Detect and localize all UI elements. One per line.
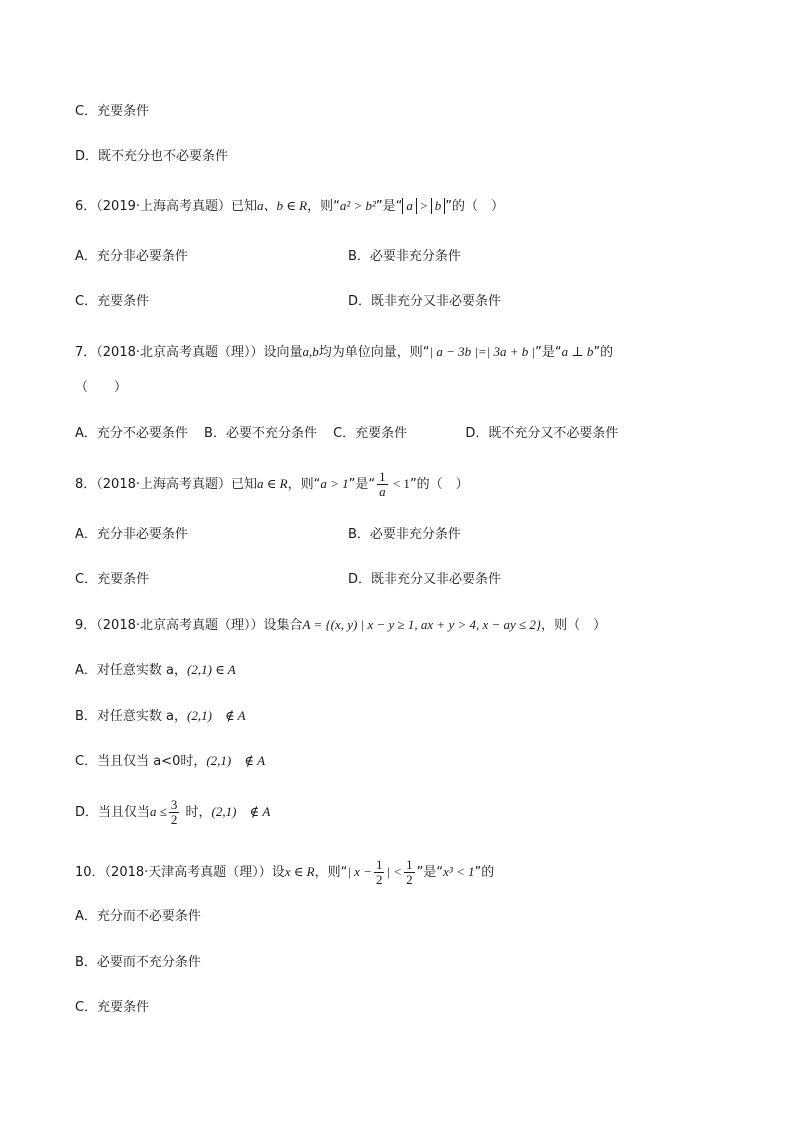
q8-option-d: D．既非充分又非必要条件	[348, 572, 502, 587]
q10-mid: ，则“	[314, 865, 348, 880]
q7-end: ”的	[593, 345, 614, 360]
q9-set: A = {(x, y) | x − y ≥ 1, ax + y > 4, x − ay ≤ 2}	[302, 617, 542, 632]
q10-condition: x ∈ R	[284, 864, 315, 879]
q9-d-fraction	[169, 798, 180, 827]
q6-option-d: D．既非充分又非必要条件	[348, 294, 502, 309]
option-d-prev: D．既不充分也不必要条件	[75, 149, 229, 164]
q6-option-c: C．充要条件	[75, 294, 150, 309]
q8-fraction	[377, 470, 388, 499]
q6-option-b: B．必要非充分条件	[348, 249, 461, 264]
q9-d-a: a ≤	[150, 804, 167, 819]
q6-end: ”的（ ）	[445, 199, 504, 214]
q7-perp: a ⊥ b	[561, 344, 594, 359]
q7-option-a: A．充分不必要条件	[75, 426, 188, 441]
q10-mid2: ”是“	[416, 865, 444, 880]
q8-prefix: 8．（2018·上海高考真题）已知	[75, 477, 257, 492]
q9-d-math: (2,1) ∉ A	[211, 804, 271, 819]
q10-abs-pre: | x −	[347, 864, 372, 879]
q6-gt: >	[416, 198, 431, 213]
q8-condition: a ∈ R	[257, 476, 288, 491]
question-7	[75, 343, 613, 362]
q8-mid2: ”是“	[348, 477, 376, 492]
question-6	[75, 197, 504, 216]
q10-option-a: A．充分而不必要条件	[75, 909, 201, 924]
q6-mid: ，则“	[307, 199, 340, 214]
q6-option-a: A．充分非必要条件	[75, 249, 188, 264]
q10-prefix: 10．（2018·天津高考真题（理））设	[75, 865, 285, 880]
q10-option-b: B．必要而不充分条件	[75, 955, 201, 970]
q9-a-math: (2,1) ∈ A	[187, 662, 236, 677]
q10-fraction2	[404, 858, 415, 887]
q8-numerator: 1	[379, 469, 386, 484]
q8-denominator: a	[379, 484, 386, 499]
q10-numerator2: 1	[406, 857, 413, 872]
q8-lt: < 1	[389, 476, 410, 491]
q7-mid2: ”是“	[535, 345, 562, 360]
q8-end: ”的（ ）	[409, 477, 469, 492]
q10-option-c: C．充要条件	[75, 1000, 150, 1015]
q9-b-text: B．对任意实数 a，	[75, 709, 188, 724]
q7-option-d: D．既不充分又不必要条件	[465, 426, 619, 441]
q8-mid: ，则“	[287, 477, 321, 492]
question-10	[75, 858, 494, 887]
q9-c-text: C．当且仅当 a<0时，	[75, 754, 207, 769]
q10-denominator1: 2	[375, 872, 383, 887]
q7-expression: | a − 3b |=| 3a + b |	[429, 344, 536, 359]
q10-fraction1	[374, 858, 385, 887]
q6-abs-a: a	[402, 198, 417, 214]
q9-option-a	[75, 661, 236, 680]
q10-numerator1: 1	[375, 857, 383, 872]
q7-option-b: B．必要不充分条件	[204, 426, 317, 441]
q6-abs-b: b	[431, 198, 446, 214]
q9-option-b	[75, 707, 246, 726]
q9-end: ，则（ ）	[541, 618, 607, 633]
q7-mid: 均为单位向量，则“	[318, 345, 430, 360]
q10-abs-post: | <	[386, 864, 403, 879]
q7-paren: （ ）	[75, 380, 128, 395]
q6-expression1: a² > b²	[339, 198, 376, 213]
q8-option-a: A．充分非必要条件	[75, 527, 188, 542]
q6-condition: a、b ∈ R	[257, 198, 308, 213]
q6-mid2: ”是“	[375, 199, 403, 214]
q9-b-math: (2,1) ∉ A	[187, 708, 246, 723]
q7-options	[75, 425, 618, 443]
q9-option-d	[75, 798, 270, 827]
q7-option-c: C．充要条件	[333, 426, 408, 441]
q9-option-c	[75, 752, 265, 771]
q8-option-b: B．必要非充分条件	[348, 527, 461, 542]
q8-option-c: C．充要条件	[75, 572, 150, 587]
q9-prefix: 9．（2018·北京高考真题（理））设集合	[75, 618, 303, 633]
q9-d-text: D．当且仅当	[75, 805, 151, 820]
q10-denominator2: 2	[406, 872, 413, 887]
q7-vectors: a,b	[302, 344, 319, 359]
q9-c-math: (2,1) ∉ A	[206, 753, 266, 768]
q10-expression2: x³ < 1	[443, 864, 475, 879]
q8-expression1: a > 1	[320, 476, 349, 491]
question-9	[75, 616, 606, 635]
q7-prefix: 7．（2018·北京高考真题（理））设向量	[75, 345, 303, 360]
question-8	[75, 470, 469, 499]
q9-a-text: A．对任意实数 a，	[75, 663, 187, 678]
q9-d-numerator: 3	[170, 797, 178, 812]
q9-d-mid: 时，	[181, 805, 212, 820]
q10-end: ”的	[474, 865, 495, 880]
q9-d-denominator: 2	[170, 812, 178, 827]
option-c-prev: C．充要条件	[75, 104, 150, 119]
q6-prefix: 6．（2019·上海高考真题）已知	[75, 199, 257, 214]
